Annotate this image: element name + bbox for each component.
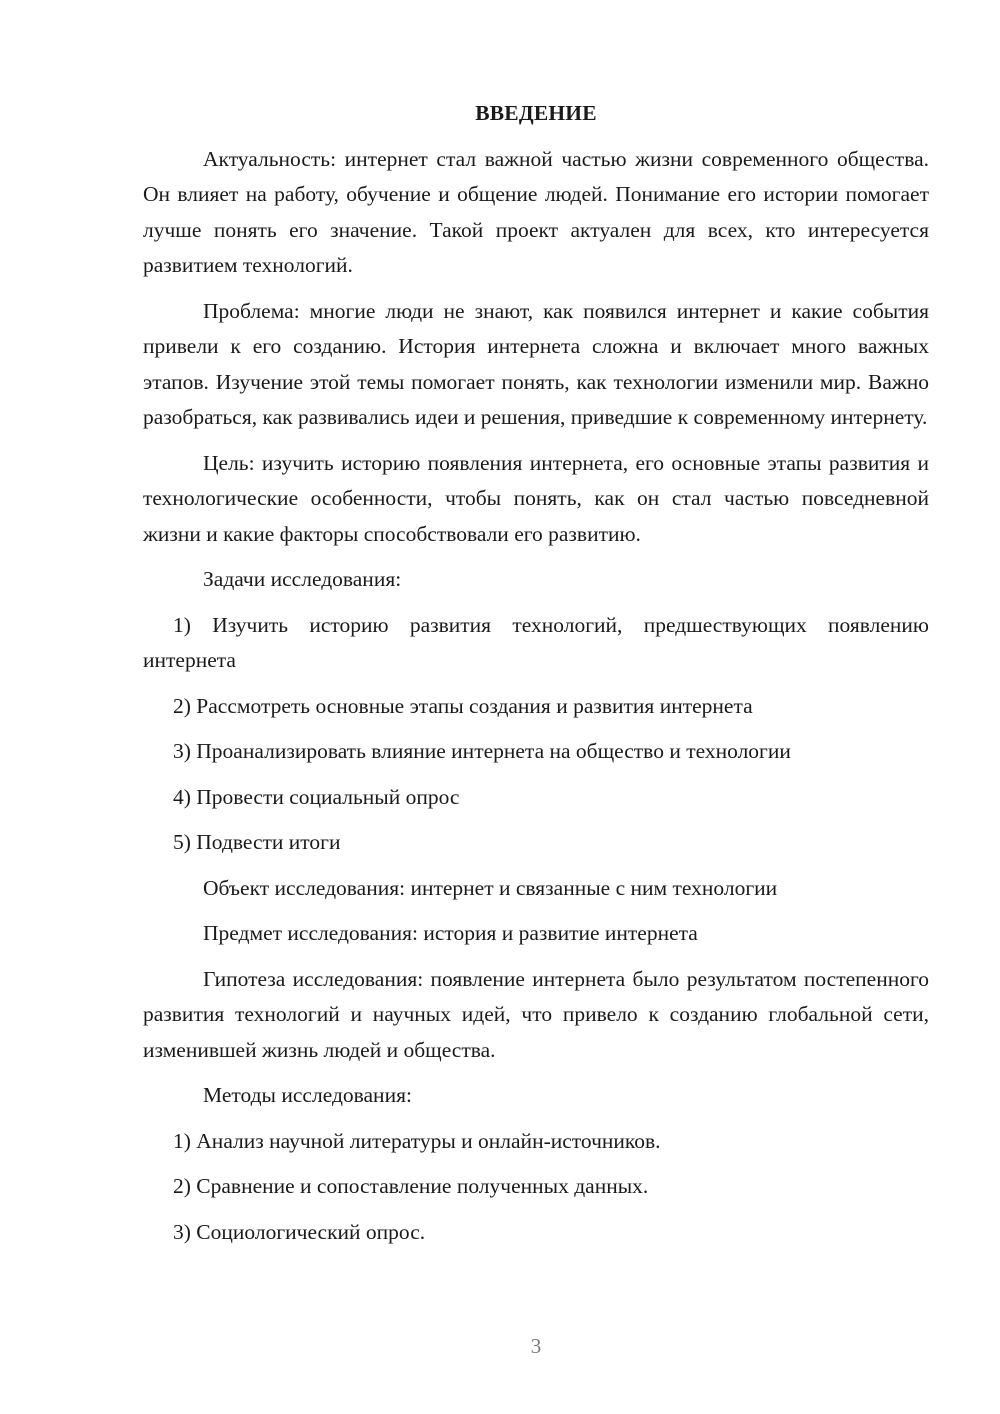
relevance-paragraph: Актуальность: интернет стал важной частью жизни современного общества. Он влияет на работу, обучение и общение людей. Понимание его истории помогает лучше понять его значение. Такой проект актуален для всех, кто интересуется развитием технологий. <box>143 146 929 277</box>
page-number: 3 <box>530 1334 542 1358</box>
section-title: ВВЕДЕНИЕ <box>475 101 597 125</box>
problem-paragraph: Проблема: многие люди не знают, как появился интернет и какие события привели к его созданию. История интернета сложна и включает много важных этапов. Изучение этой темы помогает понять, как технологии изменили мир. Важно разобраться, как развивались идеи и решения, приведшие к современному интернету. <box>143 298 929 429</box>
task-item-3: 3) Проанализировать влияние интернета на общество и технологии <box>173 739 791 763</box>
hypothesis-paragraph: Гипотеза исследования: появление интернета было результатом постепенного развития технологий и научных идей, что привело к созданию глобальной сети, изменившей жизнь людей и общества. <box>143 966 929 1062</box>
method-item-2: 2) Сравнение и сопоставление полученных данных. <box>173 1174 649 1198</box>
method-item-1: 1) Анализ научной литературы и онлайн-источников. <box>173 1128 661 1153</box>
task-item-1: 1) Изучить историю развития технологий, предшествующих появлению интернета <box>143 612 929 672</box>
research-subject: Предмет исследования: история и развитие интернета <box>203 921 698 945</box>
methods-heading: Методы исследования: <box>203 1083 412 1107</box>
task-item-2: 2) Рассмотреть основные этапы создания и развития интернета <box>173 693 753 718</box>
task-item-5: 5) Подвести итоги <box>173 830 341 854</box>
goal-paragraph: Цель: изучить историю появления интернета, его основные этапы развития и технологические особенности, чтобы понять, как он стал частью повседневной жизни и какие факторы способствовали его развитию. <box>143 450 929 546</box>
task-item-4: 4) Провести социальный опрос <box>173 784 460 809</box>
document-page <box>143 96 929 1260</box>
research-object: Объект исследования: интернет и связанные с ним технологии <box>203 875 778 900</box>
tasks-heading: Задачи исследования: <box>203 567 402 591</box>
method-item-3: 3) Социологический опрос. <box>173 1219 426 1244</box>
